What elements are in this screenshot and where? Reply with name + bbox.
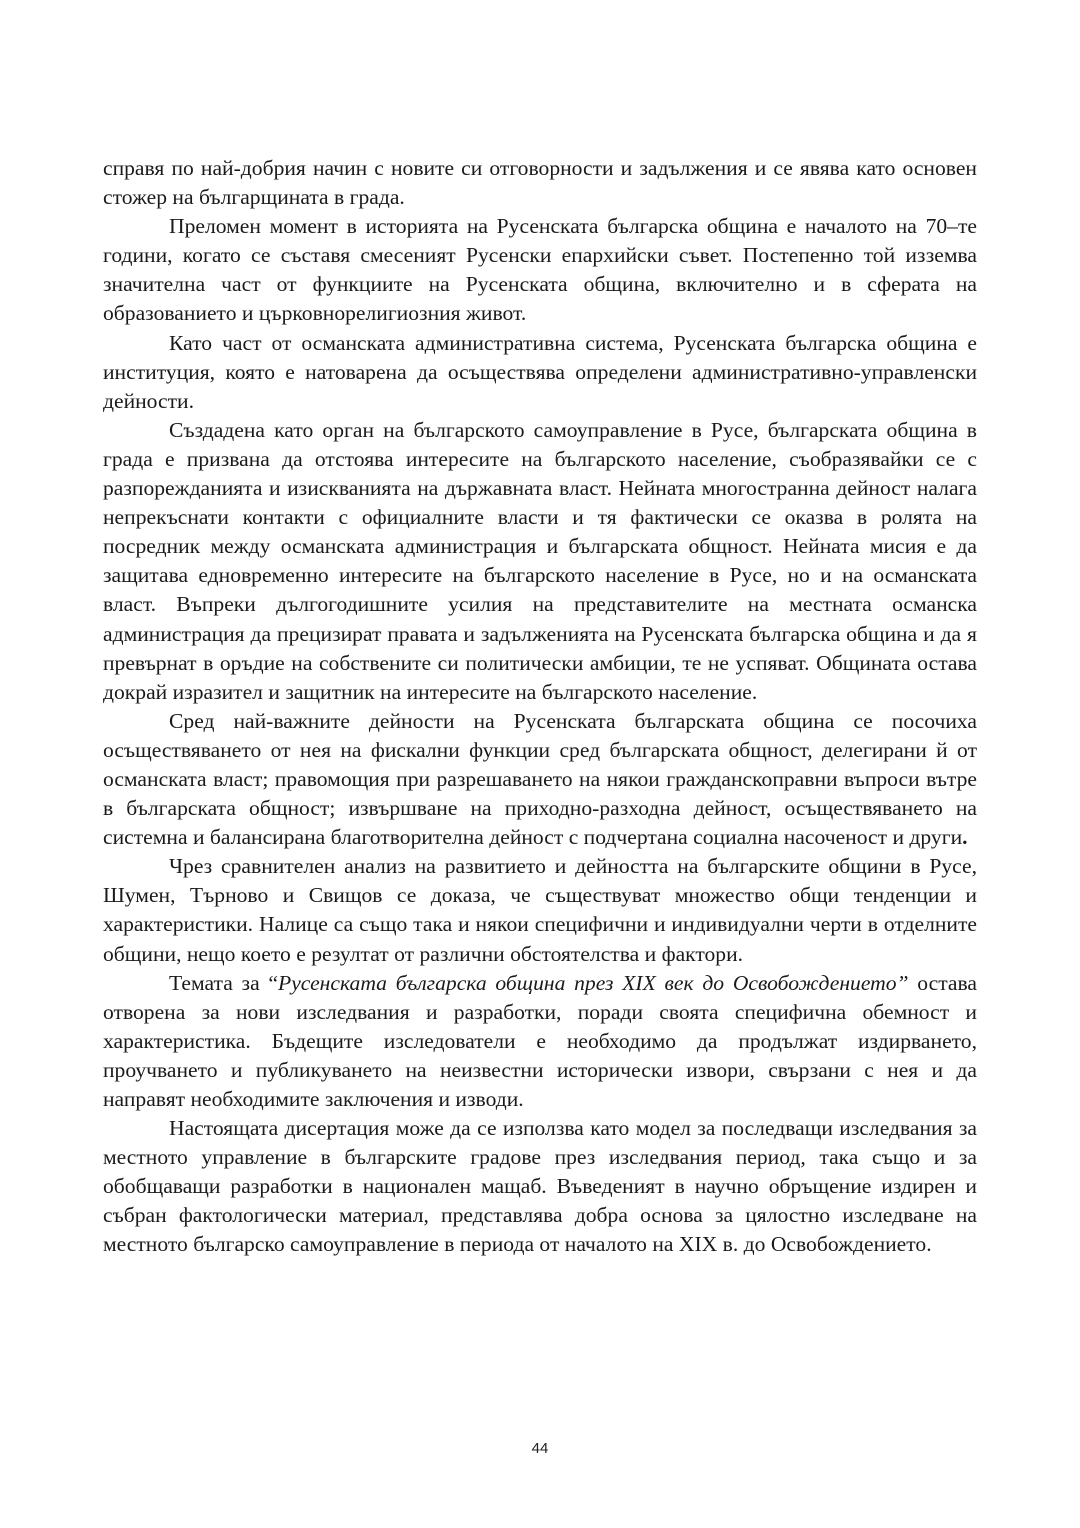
paragraph bbox=[103, 707, 977, 852]
paragraph: Преломен момент в историята на Русенската българска община е началото на 70–те години, когато се съставя смесеният Русенски епархийски съвет. Постепенно той изземва значителна част от функциите на Русенската община, включително и в сферата на образованието и църковнорелигиозния живот. bbox=[103, 214, 977, 326]
paragraph: Настоящата дисертация може да се използва като модел за последващи изследвания за местното управление в българските градове през изследвания период, така също и за обобщаващи разработки в национален мащаб. Въведеният в научно обръщение издирен и събран фактологически материал, представлява добра основа за цялостно изследване на местното българско самоуправление в периода от началото на XIX в. до Освобождението. bbox=[103, 1116, 977, 1257]
paragraph: Като част от османската административна система, Русенската българска община е институция, която е натоварена да осъществява определени административно-управленски дейности. bbox=[103, 330, 977, 413]
paragraph-text: остава отворена за нови изследвания и разработки, поради своята специфична обемност и характеристика. Бъдещите изследователи е необходимо да продължат издирването, проучването и публикуването на неизвестни исторически извори, свързани с нея и да направят необходимите заключения и изводи. bbox=[103, 970, 977, 1111]
body-text bbox=[103, 154, 977, 1260]
paragraph bbox=[103, 969, 977, 1114]
paragraph: Чрез сравнителен анализ на развитието и дейността на българските общини в Русе, Шумен, Търново и Свищов се доказа, че съществуват множество общи тенденции и характеристики. Налице са също така и някои специфични и индивидуални черти в отделните общини, нещо което е резултат от различни обстоятелства и фактори. bbox=[103, 854, 977, 966]
paragraph: справя по най-добрия начин с новите си отговорности и задължения и се явява като основен стожер на българщината в града. bbox=[103, 156, 977, 210]
paragraph-text: Темата за “ bbox=[169, 970, 278, 995]
italic-title: Русенската българска община през XIX век до Освобождението” bbox=[278, 970, 909, 995]
paragraph: Създадена като орган на българското самоуправление в Русе, българската община в града е призвана да отстоява интересите на българското население, съобразявайки се с разпорежданията и изискванията на държавната власт. Нейната многостранна дейност налага непрекъснати контакти с официалните власти и тя фактически се оказва в ролята на посредник между османската администрация и българската общност. Нейната мисия е да защитава едновременно интересите на българското население в Русе, но и на османската власт. Въпреки дългогодишните усилия на представителите на местната османска администрация да прецизират правата и задълженията на Русенската българска община и да я превърнат в оръдие на собствените си политически амбиции, те не успяват. Общината остава докрай изразител и защитник на интересите на българското население. bbox=[103, 417, 977, 704]
bold-period: . bbox=[962, 825, 968, 850]
paragraph-text: Сред най-важните дейности на Русенската българската община се посочиха осъществяването от нея на фискални функции сред българската общност, делегирани й от османската власт; правомощия при разрешаването на някои гражданскоправни въпроси вътре в българската общност; извършване на приходно-разходна дейност, осъществяването на системна и балансирана благотворителна дейност с подчертана социална насоченост и други bbox=[103, 708, 977, 850]
page-number: 44 bbox=[531, 1440, 549, 1457]
